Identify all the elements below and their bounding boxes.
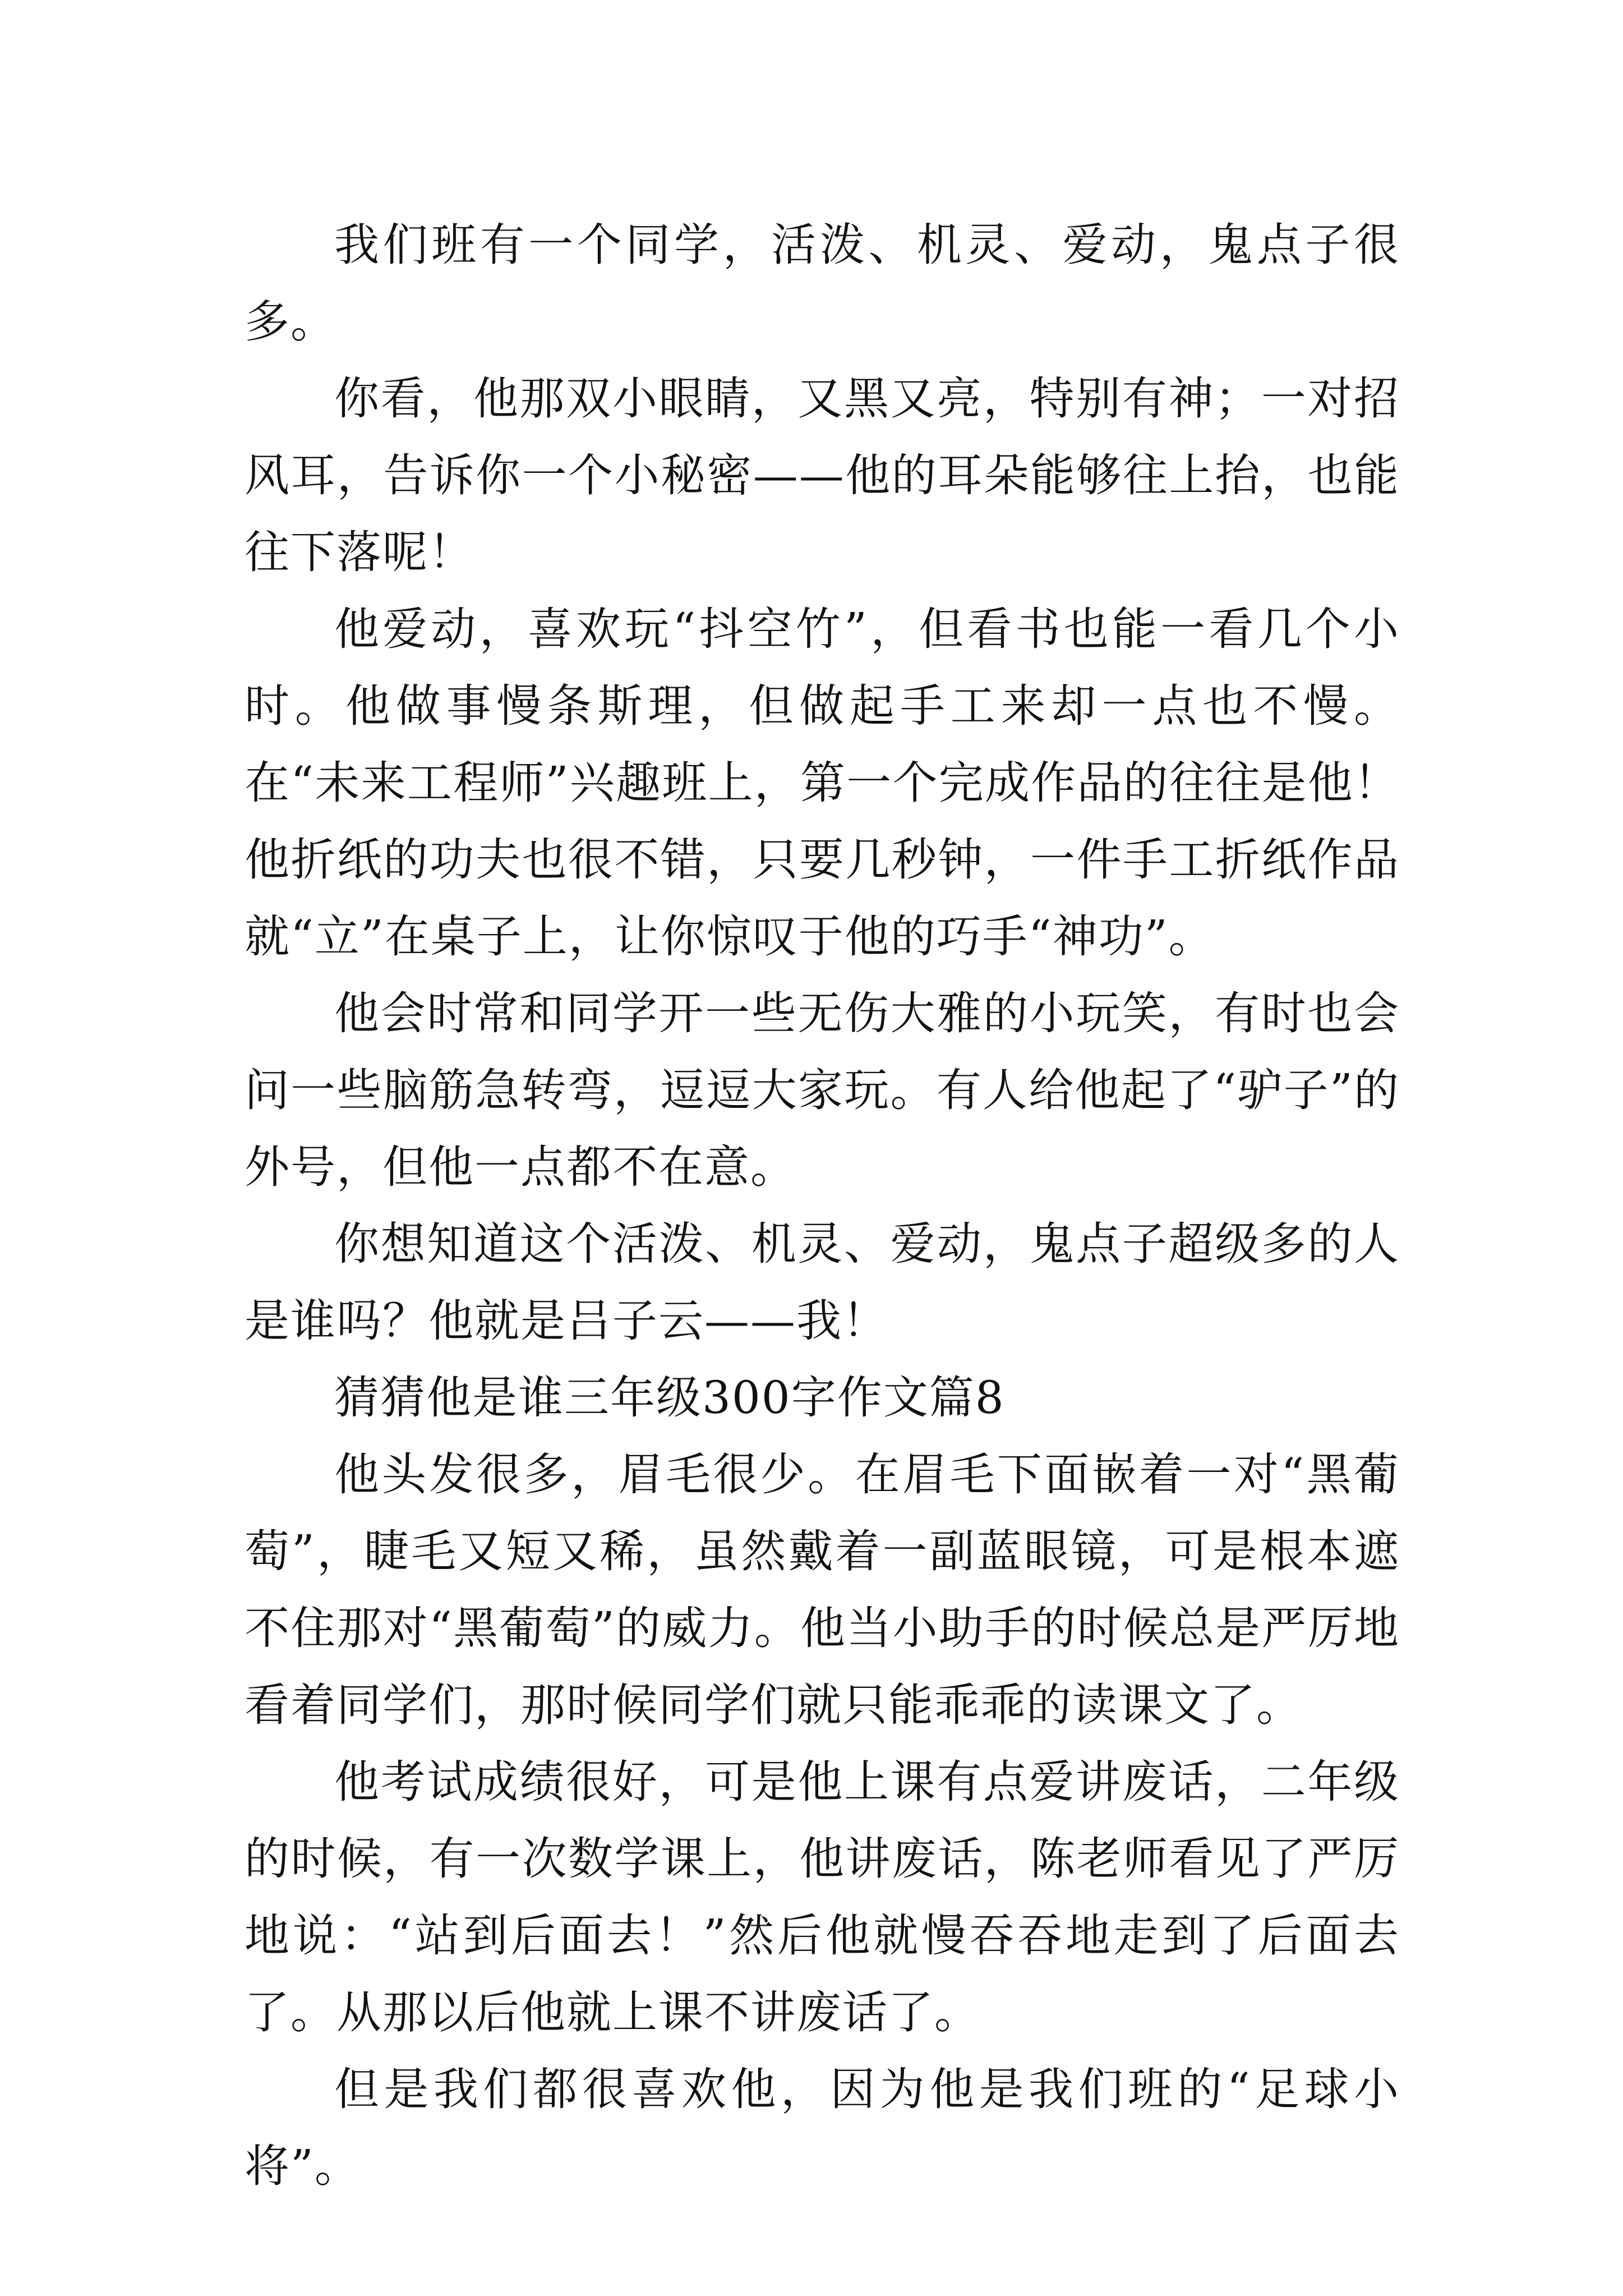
section-heading: 猜猜他是谁三年级300字作文篇8 bbox=[334, 1372, 1005, 1424]
document-body bbox=[245, 206, 1400, 2205]
paragraph: 你想知道这个活泼、机灵、爱动，鬼点子超级多的人是谁吗？他就是吕子云——我！ bbox=[245, 1218, 1400, 1347]
paragraph: 他会时常和同学开一些无伤大雅的小玩笑，有时也会问一些脑筋急转弯，逗逗大家玩。有人给他起了“驴子”的外号，但他一点都不在意。 bbox=[245, 987, 1400, 1193]
paragraph: 他头发很多，眉毛很少。在眉毛下面嵌着一对“黑葡萄”，睫毛又短又稀，虽然戴着一副蓝眼镜，可是根本遮不住那对“黑葡萄”的威力。他当小助手的时候总是严厉地看着同学们，那时候同学们就只能乖乖的读课文了。 bbox=[245, 1448, 1400, 1731]
paragraph: 但是我们都很喜欢他，因为他是我们班的“足球小将”。 bbox=[245, 2063, 1400, 2192]
paragraph: 他考试成绩很好，可是他上课有点爱讲废话，二年级的时候，有一次数学课上，他讲废话，陈老师看见了严厉地说：“站到后面去！”然后他就慢吞吞地走到了后面去了。从那以后他就上课不讲废话了。 bbox=[245, 1756, 1400, 2039]
paragraph: 他爱动，喜欢玩“抖空竹”，但看书也能一看几个小时。他做事慢条斯理，但做起手工来却一点也不慢。在“未来工程师”兴趣班上，第一个完成作品的往往是他！他折纸的功夫也很不错，只要几秒钟，一件手工折纸作品就“立”在桌子上，让你惊叹于他的巧手“神功”。 bbox=[245, 603, 1400, 963]
paragraph: 我们班有一个同学，活泼、机灵、爱动，鬼点子很多。 bbox=[245, 219, 1400, 348]
paragraph: 你看，他那双小眼睛，又黑又亮，特别有神；一对招风耳，告诉你一个小秘密——他的耳朵能够往上抬，也能往下落呢！ bbox=[245, 372, 1400, 578]
